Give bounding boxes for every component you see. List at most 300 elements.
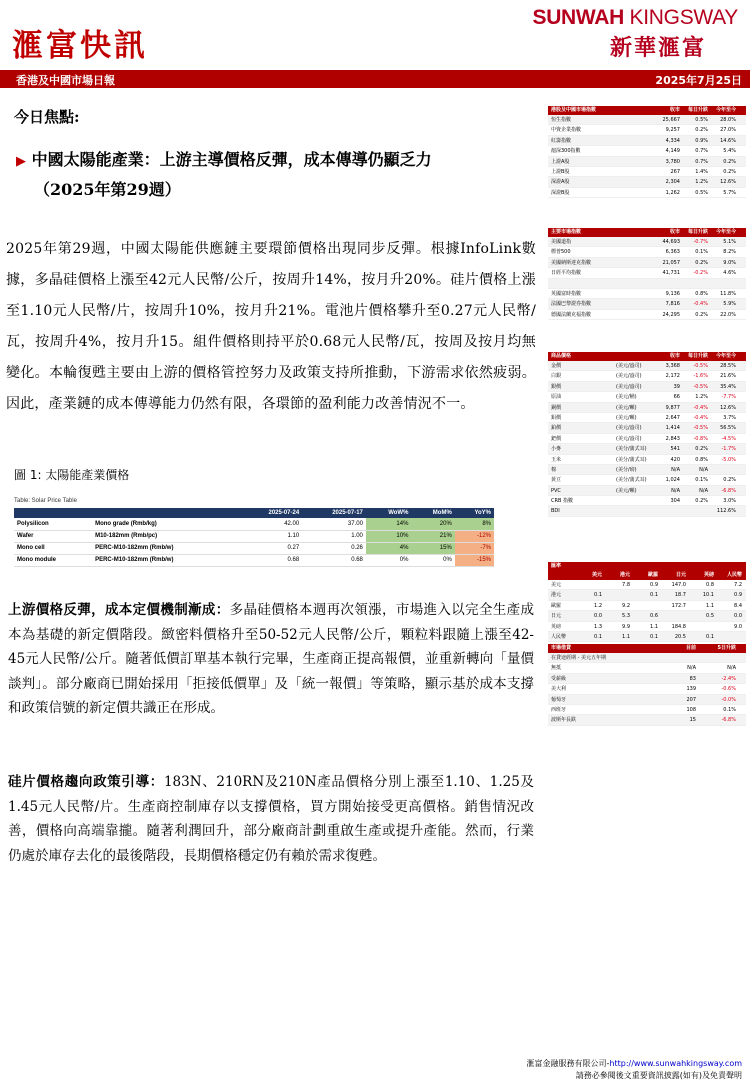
table-cell: 1.2: [594, 602, 602, 609]
table-cell: 葡萄牙: [551, 696, 567, 703]
table-cell: 無抵: [551, 665, 562, 672]
table-cell: -0.5%: [693, 363, 708, 369]
headline: [16, 146, 536, 204]
footer-company: 滙富金融服務有限公司-: [526, 1059, 610, 1068]
table-cell: (美元/噸): [616, 487, 637, 494]
table-cell: 中資企業指數: [551, 127, 582, 134]
table-cell: 日經平均指數: [551, 270, 582, 277]
paragraph-upstream: [8, 598, 534, 721]
table-cell: 上證A股: [551, 158, 570, 165]
table-cell: (美元/盎司): [616, 363, 642, 369]
table-cell: -1.7%: [721, 446, 736, 453]
report-date: 2025年7月25日: [655, 74, 742, 87]
header-cell: 商品價格: [551, 353, 572, 359]
table-cell: 0.9%: [695, 137, 708, 144]
table-cell: PERC-M10-182mm (Rmb/w): [92, 542, 238, 554]
hk-cn-market-table: [548, 106, 746, 198]
header-cell: 每日升跌: [687, 107, 708, 113]
brand-name-en-1: SUNWAH: [532, 6, 625, 29]
table-cell: 銀價: [551, 383, 562, 390]
table-cell: 0.68: [239, 554, 303, 566]
table-row: [548, 371, 746, 381]
table-cell: 9,257: [665, 127, 680, 134]
paragraph-wafer-lead: 硅片價格趨向政策引導：: [8, 774, 164, 790]
table-cell: [616, 496, 654, 505]
header-cell: [648, 644, 658, 653]
paragraph-upstream-lead: 上游價格反彈，成本定價機制漸成：: [8, 602, 230, 618]
header-cell: 美元: [591, 572, 602, 578]
table-cell: 21%: [411, 530, 454, 542]
table-cell: 22.0%: [720, 311, 736, 318]
table-cell: [654, 279, 682, 288]
triangle-icon: ▶: [16, 154, 26, 169]
table-cell: 420: [670, 456, 680, 463]
table-cell: -0.4%: [693, 404, 708, 411]
table-row: [14, 518, 494, 530]
table-cell: 玉米: [551, 456, 562, 463]
table-row: [548, 310, 746, 320]
table-cell: 1.3: [594, 623, 602, 630]
header-cell: 人民幣: [726, 572, 742, 578]
table-cell: -5.0%: [721, 456, 736, 463]
table-row: [548, 413, 746, 423]
table-cell: 18.7: [674, 592, 686, 599]
table-cell: -7.7%: [721, 394, 736, 401]
table-cell: -12%: [455, 530, 494, 542]
header-cell: 港股及中國市場指數: [551, 107, 597, 113]
table-cell: 12.6%: [720, 179, 736, 186]
table-row: [548, 674, 746, 684]
table-cell: 歐羅: [551, 602, 562, 609]
table-cell: 棉: [551, 466, 557, 473]
table-cell: 5.9%: [723, 301, 736, 308]
table-cell: 7,816: [665, 301, 680, 308]
table-cell: 德國法蘭克福指數: [551, 311, 592, 318]
table-cell: 41,731: [662, 270, 680, 277]
table-cell: (美分/蒲式耳): [616, 456, 647, 463]
logo-title: 滙富快訊: [12, 28, 148, 64]
table-cell: [716, 632, 744, 641]
table-cell: 35.4%: [720, 383, 736, 390]
table-cell: 3.0%: [723, 498, 736, 505]
table-cell: 15%: [411, 542, 454, 554]
table-cell: 0.1%: [695, 249, 708, 256]
table-cell: (美元/盎司): [616, 383, 642, 390]
header-cell: 今年至今: [715, 229, 736, 235]
table-cell: (美元/噸): [616, 414, 637, 421]
brand-name-en: [532, 6, 738, 30]
table-cell: [710, 279, 738, 288]
header-cell: 每日升跌: [687, 229, 708, 235]
table-cell: 304: [670, 498, 680, 505]
table-cell: 8.4: [734, 602, 742, 609]
header-cell: [548, 571, 576, 580]
paragraph-intro: 2025年第29週，中國太陽能供應鏈主要環節價格出現同步反彈。根據InfoLink數據，多晶硅價格上漲至42元人民幣/公斤，按周升14%，按月升20%。硅片價格上漲至1.10元人民幣/片，按周升10%，按月升21%。電池片價格攀升至0.27元人民幣/瓦，按周升4%，按月升15。組件價格則持平於0.68元人民幣/瓦，按周及按月均無變化。本輪復甦主要由上游的價格管控努力及政策支持所推動，下游需求依然疲弱。因此，產業鏈的成本傳導能力仍然有限，各環節的盈利能力改善情況不一。: [6, 241, 536, 412]
solar-price-table: [14, 508, 494, 567]
sidebar-header-row: [548, 352, 746, 361]
table-cell: (美元/盎司): [616, 373, 642, 380]
table-cell: 83: [689, 675, 696, 682]
table-cell: 0.5%: [695, 189, 708, 196]
table-cell: 15: [689, 717, 696, 724]
table-cell: 鈀價: [551, 435, 562, 442]
table-cell: 0.2%: [695, 259, 708, 266]
table-cell: 0.7%: [695, 148, 708, 155]
header-cell: 歐羅: [647, 572, 658, 578]
table-cell: 5.1%: [723, 239, 736, 245]
table-cell: (美分/蒲式耳): [616, 446, 647, 453]
table-cell: 9.0: [734, 623, 742, 630]
table-cell: N/A: [671, 466, 680, 473]
table-cell: (美元/盎司): [616, 425, 642, 432]
table-cell: 原油: [551, 394, 562, 401]
table-cell: 西班牙: [551, 706, 567, 713]
footer-company-line: [527, 1058, 743, 1070]
header-cell: MoM%: [411, 508, 454, 518]
table-cell: (美元/桶): [616, 394, 637, 401]
header-cell: YoY%: [455, 508, 494, 518]
table-cell: -4.5%: [721, 435, 736, 442]
table-cell: 44,693: [662, 239, 680, 245]
table-cell: PVC: [551, 487, 561, 494]
table-row: [548, 715, 746, 725]
header-cell: 主要市場指數: [551, 229, 582, 235]
section-title: 匯率: [548, 562, 746, 571]
table-cell: 3.7%: [723, 414, 736, 421]
table-row: [548, 611, 746, 621]
table-cell: 恒生指數: [551, 117, 572, 123]
table-cell: 深證A股: [551, 179, 570, 186]
table-cell: 鋁價: [551, 414, 562, 421]
table-cell: 5.4%: [723, 148, 736, 155]
table-cell: 9,136: [665, 290, 680, 297]
table-cell: 21.6%: [720, 373, 736, 380]
table-row: [548, 188, 746, 198]
table-row: [548, 622, 746, 632]
rates-table: [548, 644, 746, 726]
table-cell: 1,024: [665, 477, 680, 484]
table-cell: 1.1: [622, 633, 630, 640]
table-cell: 37.00: [302, 518, 366, 530]
table-row: [548, 157, 746, 167]
table-cell: 11.8%: [720, 290, 736, 297]
header-bar: [0, 70, 750, 88]
table-cell: 24,295: [662, 311, 680, 318]
table-cell: 鉑價: [551, 425, 562, 432]
table-row: [548, 496, 746, 506]
figure-title: 圖 1: 太陽能產業價格: [14, 468, 130, 482]
table-cell: 2,172: [665, 373, 680, 380]
paragraph-upstream-body: 多晶硅價格本週再次領漲，市場進入以完全生產成本為基礎的新定價階段。緻密料價格升至50-52元人民幣/公斤，顆粒料跟隨上漲至42-45元人民幣/公斤。隨著低價訂單基本執行完畢，生產商正提高報價，並重新轉向「量價談判」。部分廠商已開始採用「拒接低價單」及「統一報價」等策略，顯示基於成本支撐和政策信號的新定價共識正在形成。: [8, 602, 535, 717]
table-cell: Mono cell: [14, 542, 92, 554]
table-cell: -0.5%: [693, 383, 708, 390]
table-row: [548, 146, 746, 156]
table-cell: 0.2%: [695, 446, 708, 453]
sidebar-header-row: [548, 571, 746, 580]
table-row: [548, 258, 746, 268]
table-cell: 0.1: [594, 592, 602, 599]
table-cell: 美大利: [551, 686, 567, 693]
table-cell: 金價: [551, 363, 562, 369]
table-cell: -0.8%: [693, 435, 708, 442]
table-row: [548, 684, 746, 694]
table-cell: 1.4%: [695, 168, 708, 175]
header-cell: 英磅: [703, 572, 714, 578]
table-row: [548, 632, 746, 642]
table-cell: 4.6%: [723, 270, 736, 277]
sidebar-header-row: [548, 644, 746, 653]
table-cell: 25,667: [662, 117, 680, 123]
table-cell: 0.1: [706, 633, 714, 640]
solar-table-header: [14, 508, 494, 518]
table-cell: [682, 506, 710, 515]
table-cell: 0.9: [650, 582, 658, 588]
table-cell: 3,780: [665, 158, 680, 165]
table-cell: 紅籌指數: [551, 137, 572, 144]
table-cell: (美分/蒲式耳): [616, 477, 647, 484]
table-cell: 0.68: [302, 554, 366, 566]
table-cell: [648, 674, 658, 683]
table-cell: 8%: [455, 518, 494, 530]
table-row: [548, 486, 746, 496]
table-cell: [648, 684, 658, 693]
table-cell: 0.2%: [723, 168, 736, 175]
table-cell: BDI: [551, 508, 560, 515]
table-cell: N/A: [727, 665, 736, 672]
table-cell: 12.6%: [720, 404, 736, 411]
table-cell: 英磅: [551, 623, 562, 630]
table-cell: 白銀: [551, 373, 562, 380]
table-cell: 0.2%: [695, 498, 708, 505]
table-cell: 0.1: [650, 633, 658, 640]
table-row: [548, 279, 746, 289]
table-cell: 207: [686, 696, 696, 703]
table-cell: 0%: [366, 554, 412, 566]
table-row: [548, 115, 746, 125]
footer: [527, 1058, 743, 1082]
paragraph-wafer-body: 183N、210RN及210N產品價格分別上漲至1.10、1.25及1.45元人民幣/片。生產商控制庫存以支撐價格，買方開始接受更高價格。銷售情況改善，價格向高端靠攏。隨著利潤回升，部分廠商計劃重啟生產或提升產能。然而，行業仍處於庫存去化的最後階段，長期價格穩定仍有賴於需求復甦。: [8, 774, 534, 864]
table-cell: 1.1: [706, 602, 714, 609]
table-row: [548, 434, 746, 444]
table-row: [548, 361, 746, 371]
headline-line-1: 中國太陽能產業：上游主導價格反彈，成本傳導仍顯乏力: [31, 150, 432, 169]
table-row: [548, 465, 746, 475]
table-cell: Wafer: [14, 530, 92, 542]
table-cell: 541: [670, 446, 680, 453]
table-row: [548, 247, 746, 257]
table-row: [548, 268, 746, 278]
table-cell: 14.6%: [720, 137, 736, 144]
table-cell: 1.2%: [695, 394, 708, 401]
table-cell: 1.2%: [695, 179, 708, 186]
table-cell: 受薪級: [551, 675, 567, 682]
table-cell: [682, 279, 710, 288]
table-cell: 10%: [366, 530, 412, 542]
table-cell: 0.7%: [695, 158, 708, 165]
footer-url-link[interactable]: http://www.sunwahkingsway.com: [609, 1059, 742, 1068]
table-cell: [688, 622, 716, 631]
fx-table: [548, 562, 746, 642]
header-cell: 市場借貸: [551, 645, 572, 651]
table-row: [548, 136, 746, 146]
table-cell: 0.1: [650, 592, 658, 599]
table-cell: [648, 653, 658, 662]
table-cell: 66: [673, 394, 680, 401]
header-cell: 收市: [669, 107, 680, 113]
table-cell: Mono grade (Rmb/kg): [92, 518, 238, 530]
header-cell: [14, 508, 92, 518]
table-cell: 8.2%: [723, 249, 736, 256]
table-cell: 0.26: [302, 542, 366, 554]
table-cell: 3,368: [665, 363, 680, 369]
table-cell: 0.8%: [695, 290, 708, 297]
table-cell: [648, 705, 658, 714]
header-cell: [92, 508, 238, 518]
table-cell: [658, 653, 698, 662]
table-cell: [548, 279, 654, 288]
table-cell: 日元: [551, 613, 562, 620]
table-cell: 42.00: [239, 518, 303, 530]
table-cell: 112.6%: [716, 508, 736, 515]
table-row: [548, 506, 746, 516]
table-cell: 標普500: [551, 249, 571, 256]
table-cell: 108: [686, 706, 696, 713]
table-cell: 0.2%: [723, 158, 736, 165]
table-cell: 0.1%: [695, 477, 708, 484]
table-cell: 21,057: [662, 259, 680, 266]
report-name: 香港及中國市場日報: [16, 74, 115, 87]
figure-table-label: Table: Solar Price Table: [14, 498, 77, 504]
table-cell: 波斯年長跌: [551, 717, 577, 724]
table-cell: 0.2%: [695, 311, 708, 318]
table-cell: 深證B股: [551, 189, 570, 196]
table-cell: 147.0: [671, 582, 686, 588]
table-row: [548, 125, 746, 135]
table-cell: 5.3: [622, 613, 630, 620]
table-row: [548, 382, 746, 392]
table-cell: 56.5%: [720, 425, 736, 432]
table-cell: 0.8: [706, 582, 714, 588]
table-cell: -15%: [455, 554, 494, 566]
table-cell: 10.1: [702, 592, 714, 599]
table-cell: 9.9: [622, 623, 630, 630]
table-cell: 美國道指: [551, 239, 572, 245]
table-row: [548, 392, 746, 402]
table-cell: -1.6%: [693, 373, 708, 380]
table-cell: (美元/盎司): [616, 435, 642, 442]
table-row: [548, 705, 746, 715]
table-cell: 2,843: [665, 435, 680, 442]
header-cell: 收市: [669, 229, 680, 235]
table-cell: [616, 506, 654, 515]
table-cell: 0.8%: [695, 456, 708, 463]
table-cell: (美分/磅): [616, 466, 637, 473]
table-cell: -0.5%: [693, 425, 708, 432]
table-cell: 0.6: [650, 613, 658, 620]
table-row: [548, 167, 746, 177]
table-cell: 美元: [551, 582, 562, 588]
commodities-table: [548, 352, 746, 517]
table-row: [548, 423, 746, 433]
table-cell: 黃豆: [551, 477, 562, 484]
header-cell: 目前: [685, 645, 696, 651]
table-cell: 0.0: [594, 613, 602, 620]
table-row: [548, 663, 746, 673]
table-cell: 英國富時指數: [551, 290, 582, 297]
table-row: [548, 237, 746, 247]
header-cell: 收市: [669, 353, 680, 359]
table-cell: 9,877: [665, 404, 680, 411]
table-cell: 28.5%: [720, 363, 736, 369]
table-cell: 7.2: [734, 582, 742, 588]
table-cell: 銅價: [551, 404, 562, 411]
table-cell: 港元: [551, 592, 562, 599]
table-cell: 2,647: [665, 414, 680, 421]
table-row: [548, 444, 746, 454]
table-row: [548, 289, 746, 299]
table-cell: [660, 611, 688, 620]
table-cell: (美元/噸): [616, 404, 637, 411]
table-cell: 172.7: [671, 602, 686, 609]
header-cell: 2025-07-17: [302, 508, 366, 518]
table-cell: 0.2%: [723, 477, 736, 484]
table-cell: N/A: [671, 487, 680, 494]
table-cell: 0.1%: [723, 706, 736, 713]
table-cell: 14%: [366, 518, 412, 530]
table-cell: N/A: [687, 665, 696, 672]
table-cell: 0.0: [734, 613, 742, 620]
table-cell: 27.0%: [720, 127, 736, 134]
table-cell: [648, 695, 658, 704]
table-cell: M10-182mm (Rmb/pc): [92, 530, 238, 542]
header-cell: 今年至今: [715, 353, 736, 359]
table-cell: [576, 580, 604, 589]
table-cell: 9.2: [622, 602, 630, 609]
table-cell: 20%: [411, 518, 454, 530]
table-cell: -0.0%: [721, 696, 736, 703]
table-row: [548, 580, 746, 590]
table-cell: 法國巴黎證券指數: [551, 301, 592, 308]
header-cell: [616, 352, 654, 361]
table-cell: 美國納斯達克指數: [551, 259, 592, 266]
table-row: [548, 299, 746, 309]
table-row: [548, 455, 746, 465]
table-row: [548, 475, 746, 485]
table-cell: 5.7%: [723, 189, 736, 196]
table-cell: 4,149: [665, 148, 680, 155]
table-cell: -0.4%: [693, 301, 708, 308]
table-cell: 1.00: [302, 530, 366, 542]
table-row: [548, 403, 746, 413]
header-cell: 2025-07-24: [239, 508, 303, 518]
header-cell: 今年至今: [715, 107, 736, 113]
table-cell: N/A: [699, 466, 708, 473]
table-cell: [710, 465, 738, 474]
header-cell: 港元: [619, 572, 630, 578]
table-cell: 滬深300指數: [551, 148, 581, 155]
table-row: [548, 177, 746, 187]
table-cell: 2,304: [665, 179, 680, 186]
table-cell: 4,334: [665, 137, 680, 144]
table-cell: [632, 601, 660, 610]
header-cell: WoW%: [366, 508, 412, 518]
table-cell: -0.2%: [693, 270, 708, 277]
table-cell: 0.27: [239, 542, 303, 554]
sidebar-header-row: [548, 228, 746, 237]
table-cell: 人民幣: [551, 633, 567, 640]
paragraph-wafer: [8, 770, 534, 868]
table-cell: CRB 指數: [551, 498, 573, 505]
